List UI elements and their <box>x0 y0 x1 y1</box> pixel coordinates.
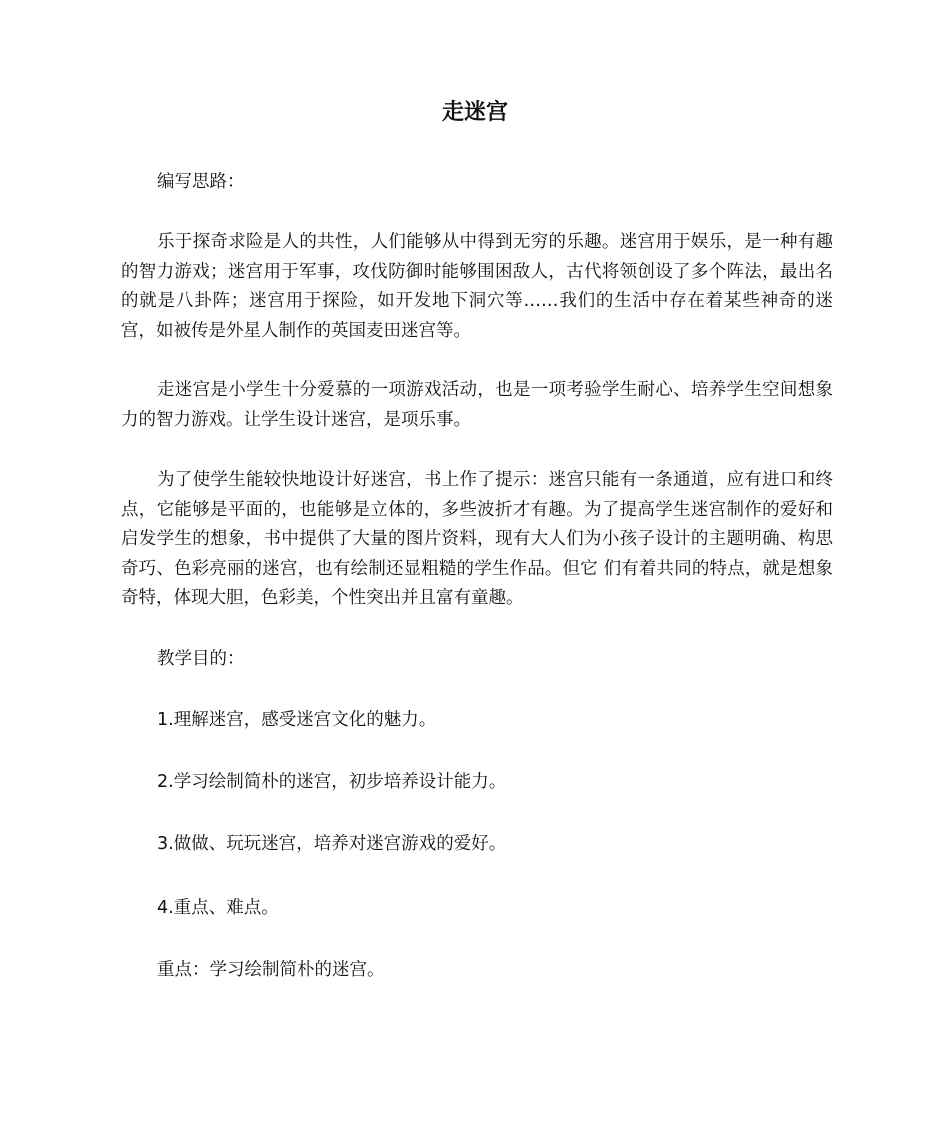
paragraph-key-point: 重点：学习绘制简朴的迷宫。 <box>157 960 385 980</box>
paragraph-design-hints: 为了使学生能较快地设计好迷宫，书上作了提示：迷宫只能有一条通道，应有进口和终点，它能够是平面的，也能够是立体的，多些波折才有趣。为了提高学生迷宫制作的爱好和启发学生的想象，书中提供了大量的图片资料，现有大人们为小孩子设计的主题明确、构思奇巧、色彩亮丽的迷宫，也有绘制还显粗糙的学生作品。但它 们有着共同的特点，就是想象奇特，体现大胆，色彩美，个性突出并且富有童趣。 <box>121 470 833 608</box>
section-heading-teaching-goals: 教学目的： <box>157 649 245 669</box>
paragraph-intro: 乐于探奇求险是人的共性，人们能够从中得到无穷的乐趣。迷宫用于娱乐，是一种有趣的智力游戏；迷宫用于军事，攻伐防御时能够围困敌人，古代将领创设了多个阵法，最出名的就是八卦阵；迷宫用于探险，如开发地下洞穴等……我们的生活中存在着某些神奇的迷宫，如被传是外星人制作的英国麦田迷宫等。 <box>121 232 833 341</box>
list-item-goal-2: 2.学习绘制简朴的迷宫，初步培养设计能力。 <box>157 772 507 792</box>
document-title: 走迷宫 <box>441 100 508 125</box>
list-item-goal-3: 3.做做、玩玩迷宫，培养对迷宫游戏的爱好。 <box>157 834 507 854</box>
paragraph-maze-activity: 走迷宫是小学生十分爱慕的一项游戏活动，也是一项考验学生耐心、培养学生空间想象力的智力游戏。让学生设计迷宫，是项乐事。 <box>121 380 833 430</box>
list-item-goal-1: 1.理解迷宫，感受迷宫文化的魅力。 <box>157 710 437 730</box>
section-heading-writing-idea: 编写思路： <box>157 172 245 192</box>
list-item-goal-4: 4.重点、难点。 <box>157 898 279 918</box>
